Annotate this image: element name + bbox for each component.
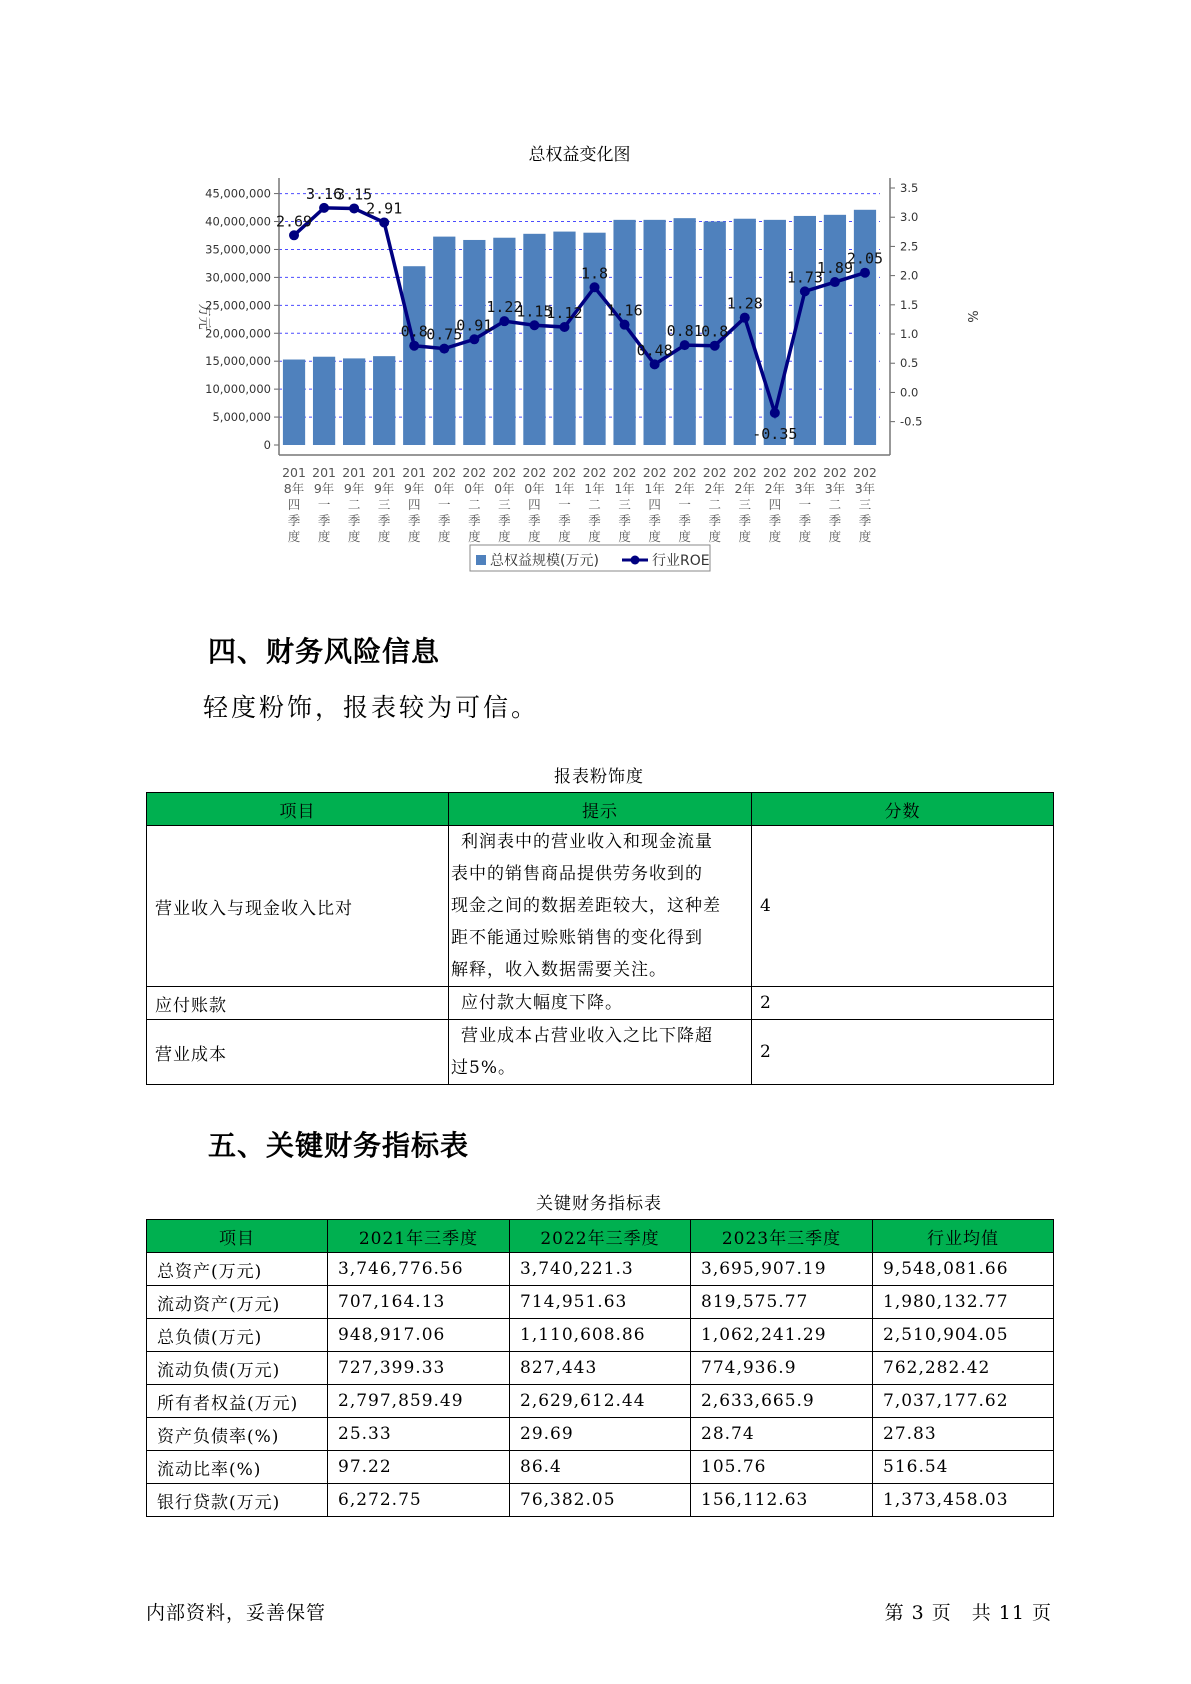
risk-score-cell: 4 [752, 826, 1054, 987]
x-category-label: 度 [738, 529, 752, 544]
x-category-label: 季 [708, 513, 721, 528]
x-category-label: 度 [347, 529, 361, 544]
x-category-label: 201 [372, 465, 397, 480]
x-category-label: 202 [582, 465, 607, 480]
x-category-label: 二 [347, 497, 361, 512]
roe-data-label: 2.05 [846, 249, 884, 268]
risk-tip-line: 应付款大幅度下降。 [461, 993, 623, 1013]
roe-data-label: 2.91 [366, 199, 403, 218]
x-category-label: 季 [648, 513, 661, 528]
kfi-2023q3-cell: 156,112.63 [691, 1484, 873, 1517]
y-tick-label: 40,000,000 [205, 214, 271, 229]
kfi-industry-avg-cell: 1,980,132.77 [873, 1286, 1054, 1319]
risk-item-cell: 营业成本 [147, 1020, 449, 1085]
kfi-table-row [147, 1451, 1054, 1484]
roe-point [289, 230, 299, 240]
risk-tip-line: 现金之间的数据差距较大，这种差 [451, 896, 721, 916]
bar [644, 220, 666, 445]
x-category-label: 3年 [854, 481, 876, 496]
y2-tick-label: -0.5 [900, 414, 923, 429]
roe-point [439, 344, 449, 354]
x-category-label: 二 [588, 497, 601, 512]
kfi-item-cell: 总资产(万元) [147, 1253, 328, 1286]
kfi-header-2022q3: 2022年三季度 [510, 1220, 691, 1253]
x-category-label: 四 [407, 497, 421, 512]
kfi-2022q3-cell: 2,629,612.44 [510, 1385, 691, 1418]
x-category-label: 202 [552, 465, 577, 480]
x-category-label: 度 [317, 529, 331, 544]
roe-data-label: 1.73 [786, 268, 823, 287]
y2-tick-label: 2.5 [900, 239, 919, 254]
kfi-2021q3-cell: 948,917.06 [328, 1319, 510, 1352]
roe-point [499, 316, 509, 326]
x-category-label: 季 [738, 513, 752, 528]
x-category-label: 202 [853, 465, 877, 480]
roe-point [680, 340, 690, 350]
x-category-label: 季 [468, 513, 481, 528]
kfi-2023q3-cell: 3,695,907.19 [691, 1253, 873, 1286]
roe-data-label: 2.69 [275, 212, 313, 231]
kfi-2023q3-cell: 1,062,241.29 [691, 1319, 873, 1352]
x-category-label: 3年 [794, 481, 816, 496]
x-category-label: 1年 [644, 481, 665, 496]
x-category-label: 季 [678, 513, 691, 528]
y-tick-label: 15,000,000 [205, 354, 271, 369]
roe-data-label: 0.75 [426, 325, 463, 344]
risk-tip-line: 利润表中的营业收入和现金流量 [461, 832, 713, 852]
x-category-label: 季 [407, 513, 421, 528]
kfi-table-row [147, 1385, 1054, 1418]
roe-data-label: 0.81 [666, 322, 703, 341]
roe-point [319, 203, 329, 213]
x-category-label: 度 [528, 529, 541, 544]
risk-table-caption: 报表粉饰度 [554, 767, 644, 787]
legend-line-label: 行业ROE [652, 553, 710, 569]
y2-tick-label: 3.0 [900, 210, 919, 225]
y2-tick-label: 0.5 [900, 356, 919, 371]
y-tick-label: 30,000,000 [205, 270, 271, 285]
x-category-label: 1年 [614, 481, 635, 496]
x-category-label: 度 [377, 529, 391, 544]
x-category-label: 季 [528, 513, 541, 528]
bar [403, 266, 425, 445]
kfi-2021q3-cell: 727,399.33 [328, 1352, 510, 1385]
x-category-label: 季 [768, 513, 782, 528]
x-category-label: 度 [498, 529, 511, 544]
roe-data-label: 1.89 [816, 259, 853, 278]
x-category-label: 2年 [704, 481, 725, 496]
x-category-label: 9年 [313, 481, 335, 496]
risk-tip-cell [449, 987, 752, 1020]
kfi-header-2023q3: 2023年三季度 [691, 1220, 873, 1253]
x-category-label: 三 [858, 497, 872, 512]
legend-line-marker [631, 556, 640, 565]
kfi-table-row [147, 1319, 1054, 1352]
kfi-table-row [147, 1484, 1054, 1517]
x-category-label: 9年 [403, 481, 425, 496]
kfi-item-cell: 流动资产(万元) [147, 1286, 328, 1319]
x-category-label: 度 [798, 529, 812, 544]
kfi-2022q3-cell: 714,951.63 [510, 1286, 691, 1319]
x-category-label: 度 [648, 529, 661, 544]
roe-data-label: 0.91 [456, 316, 493, 335]
x-category-label: 201 [312, 465, 337, 480]
kfi-table-row [147, 1286, 1054, 1319]
kfi-2021q3-cell: 97.22 [328, 1451, 510, 1484]
roe-point [620, 320, 630, 330]
x-category-label: 度 [407, 529, 421, 544]
y2-tick-label: 3.5 [900, 181, 919, 195]
legend-bar-label: 总权益规模(万元) [490, 553, 599, 569]
x-category-label: 度 [828, 529, 842, 544]
kfi-table-row [147, 1253, 1054, 1286]
roe-point [590, 282, 600, 292]
x-category-label: 度 [858, 529, 872, 544]
x-category-label: 1年 [554, 481, 575, 496]
x-category-label: 度 [287, 529, 301, 544]
roe-data-label: -0.35 [752, 424, 798, 443]
x-category-label: 202 [492, 465, 517, 480]
roe-point [529, 320, 539, 330]
x-category-label: 二 [708, 497, 721, 512]
risk-score-cell: 2 [752, 1020, 1054, 1085]
kfi-2023q3-cell: 105.76 [691, 1451, 873, 1484]
bar [824, 215, 846, 445]
bar [794, 216, 816, 445]
risk-item-cell: 应付账款 [147, 987, 449, 1020]
kfi-item-cell: 总负债(万元) [147, 1319, 328, 1352]
y-tick-label: 5,000,000 [212, 410, 271, 425]
x-category-label: 1年 [584, 481, 605, 496]
legend-bar-swatch [476, 555, 486, 565]
x-category-label: 202 [642, 465, 667, 480]
chart-title: 总权益变化图 [528, 145, 631, 165]
bar [553, 232, 575, 445]
roe-data-label: 1.22 [486, 298, 523, 317]
kfi-2022q3-cell: 3,740,221.3 [510, 1253, 691, 1286]
kfi-industry-avg-cell: 762,282.42 [873, 1352, 1054, 1385]
roe-point [770, 408, 780, 418]
kfi-2023q3-cell: 2,633,665.9 [691, 1385, 873, 1418]
risk-tip-line: 距不能通过赊账销售的变化得到 [451, 928, 703, 948]
roe-data-label: 0.48 [636, 341, 673, 360]
roe-data-label: 3.16 [306, 184, 343, 203]
x-category-label: 季 [317, 513, 331, 528]
x-category-label: 一 [678, 497, 691, 512]
x-category-label: 202 [792, 465, 817, 480]
x-category-label: 202 [702, 465, 727, 480]
equity-chart-svg [170, 140, 1010, 600]
section4-heading: 四、财务风险信息 [208, 635, 441, 668]
risk-table-header-row [147, 793, 1054, 826]
x-category-label: 0年 [494, 481, 515, 496]
x-category-label: 202 [822, 465, 847, 480]
bar [313, 357, 335, 445]
risk-tip-cell [449, 1020, 752, 1085]
risk-header-tip: 提示 [449, 793, 752, 826]
kfi-2023q3-cell: 819,575.77 [691, 1286, 873, 1319]
kfi-2021q3-cell: 25.33 [328, 1418, 510, 1451]
kfi-header-2021q3: 2021年三季度 [328, 1220, 510, 1253]
y2-axis-title: % [964, 310, 979, 323]
x-category-label: 度 [708, 529, 721, 544]
kfi-2022q3-cell: 827,443 [510, 1352, 691, 1385]
risk-table-row [147, 987, 1054, 1020]
kfi-item-cell: 资产负债率(%) [147, 1418, 328, 1451]
kfi-2021q3-cell: 6,272.75 [328, 1484, 510, 1517]
kfi-2023q3-cell: 28.74 [691, 1418, 873, 1451]
x-category-label: 季 [498, 513, 511, 528]
x-category-label: 度 [468, 529, 481, 544]
x-category-label: 季 [438, 513, 451, 528]
risk-tip-line: 表中的销售商品提供劳务收到的 [451, 864, 703, 884]
kfi-2022q3-cell: 86.4 [510, 1451, 691, 1484]
x-category-label: 0年 [434, 481, 455, 496]
kfi-2023q3-cell: 774,936.9 [691, 1352, 873, 1385]
x-category-label: 0年 [464, 481, 485, 496]
x-category-label: 一 [317, 497, 331, 512]
y-tick-label: 25,000,000 [205, 298, 271, 313]
y-tick-label: 10,000,000 [205, 382, 271, 397]
kfi-item-cell: 流动比率(%) [147, 1451, 328, 1484]
kfi-header-row [147, 1220, 1054, 1253]
kfi-header-item: 项目 [147, 1220, 328, 1253]
x-category-label: 季 [858, 513, 872, 528]
x-category-label: 度 [768, 529, 782, 544]
x-category-label: 9年 [373, 481, 395, 496]
bar [523, 234, 545, 445]
risk-item-cell: 营业收入与现金收入比对 [147, 826, 449, 987]
x-category-label: 202 [732, 465, 757, 480]
risk-header-score: 分数 [752, 793, 1054, 826]
roe-data-label: 3.15 [336, 185, 373, 204]
x-category-label: 201 [342, 465, 367, 480]
y-tick-label: 35,000,000 [205, 242, 271, 257]
risk-header-item: 项目 [147, 793, 449, 826]
roe-point [559, 322, 569, 332]
x-category-label: 202 [462, 465, 487, 480]
x-category-label: 度 [588, 529, 601, 544]
kfi-industry-avg-cell: 27.83 [873, 1418, 1054, 1451]
bar [734, 219, 756, 445]
x-category-label: 三 [377, 497, 391, 512]
x-category-label: 202 [672, 465, 697, 480]
bar [283, 360, 305, 445]
bar [493, 238, 515, 445]
x-category-label: 度 [438, 529, 451, 544]
key-financial-indicators-table [146, 1219, 1054, 1517]
x-category-label: 三 [618, 497, 631, 512]
x-category-label: 3年 [824, 481, 846, 496]
x-category-label: 季 [618, 513, 631, 528]
x-category-label: 三 [498, 497, 511, 512]
kfi-header-industry-avg: 行业均值 [873, 1220, 1054, 1253]
x-category-label: 季 [798, 513, 812, 528]
kfi-2021q3-cell: 707,164.13 [328, 1286, 510, 1319]
y2-tick-label: 2.0 [900, 268, 919, 283]
x-category-label: 四 [287, 497, 301, 512]
x-category-label: 季 [377, 513, 391, 528]
roe-point [800, 286, 810, 296]
x-category-label: 季 [558, 513, 571, 528]
risk-table-row [147, 826, 1054, 987]
x-category-label: 一 [558, 497, 571, 512]
x-category-label: 一 [438, 497, 451, 512]
x-category-label: 202 [612, 465, 637, 480]
roe-point [349, 203, 359, 213]
x-category-label: 202 [522, 465, 547, 480]
x-category-label: 度 [678, 529, 691, 544]
y-tick-label: 0 [263, 438, 271, 452]
kfi-industry-avg-cell: 2,510,904.05 [873, 1319, 1054, 1352]
kfi-2021q3-cell: 2,797,859.49 [328, 1385, 510, 1418]
kfi-2021q3-cell: 3,746,776.56 [328, 1253, 510, 1286]
kfi-table-row [147, 1352, 1054, 1385]
x-category-label: 三 [738, 497, 752, 512]
roe-point [710, 341, 720, 351]
kfi-item-cell: 所有者权益(万元) [147, 1385, 328, 1418]
x-category-label: 季 [588, 513, 601, 528]
risk-score-cell: 2 [752, 987, 1054, 1020]
roe-data-label: 1.15 [516, 302, 553, 321]
roe-data-label: 1.8 [580, 264, 609, 283]
footer-confidential: 内部资料，妥善保管 [146, 1602, 327, 1624]
risk-tip-cell [449, 826, 752, 987]
x-category-label: 四 [768, 497, 782, 512]
x-category-label: 9年 [343, 481, 365, 496]
roe-point [740, 313, 750, 323]
x-category-label: 8年 [283, 481, 305, 496]
x-category-label: 季 [828, 513, 842, 528]
x-category-label: 四 [648, 497, 661, 512]
section4-summary: 轻度粉饰，报表较为可信。 [203, 693, 540, 722]
roe-data-label: 0.8 [400, 322, 428, 341]
roe-data-label: 1.12 [546, 304, 583, 323]
kfi-industry-avg-cell: 9,548,081.66 [873, 1253, 1054, 1286]
risk-tip-line: 营业成本占营业收入之比下降超 [461, 1026, 713, 1046]
x-category-label: 2年 [734, 481, 756, 496]
roe-data-label: 0.8 [701, 322, 729, 341]
kfi-table-row [147, 1418, 1054, 1451]
section5-heading: 五、关键财务指标表 [208, 1129, 470, 1162]
x-category-label: 季 [347, 513, 361, 528]
x-category-label: 一 [798, 497, 812, 512]
roe-point [409, 341, 419, 351]
x-category-label: 二 [828, 497, 842, 512]
x-category-label: 四 [528, 497, 541, 512]
bar [373, 356, 395, 445]
x-category-label: 201 [402, 465, 427, 480]
kfi-item-cell: 银行贷款(万元) [147, 1484, 328, 1517]
x-category-label: 度 [558, 529, 571, 544]
roe-point [860, 268, 870, 278]
roe-point [469, 334, 479, 344]
kfi-2022q3-cell: 29.69 [510, 1418, 691, 1451]
bar [854, 210, 876, 445]
y2-tick-label: 1.5 [900, 297, 919, 312]
x-category-label: 0年 [524, 481, 545, 496]
y2-tick-label: 1.0 [900, 327, 919, 342]
roe-point [650, 359, 660, 369]
kfi-table-caption: 关键财务指标表 [536, 1194, 662, 1214]
roe-data-label: 1.28 [726, 294, 763, 313]
x-category-label: 二 [468, 497, 481, 512]
bar [343, 358, 365, 445]
y2-tick-label: 0.0 [900, 385, 919, 400]
footer-page-number: 第 3 页 共 11 页 [884, 1602, 1052, 1624]
roe-point [379, 217, 389, 227]
x-category-label: 2年 [674, 481, 695, 496]
x-category-label: 2年 [764, 481, 786, 496]
x-category-label: 度 [618, 529, 631, 544]
x-category-label: 202 [432, 465, 457, 480]
x-category-label: 201 [282, 465, 306, 480]
x-category-label: 202 [762, 465, 787, 480]
kfi-2022q3-cell: 1,110,608.86 [510, 1319, 691, 1352]
equity-chart [170, 140, 1010, 600]
roe-data-label: 1.16 [606, 301, 643, 320]
roe-point [830, 277, 840, 287]
risk-tip-line: 过5%。 [451, 1058, 516, 1078]
kfi-industry-avg-cell: 7,037,177.62 [873, 1385, 1054, 1418]
risk-tip-line: 解释，收入数据需要关注。 [451, 960, 667, 980]
y-tick-label: 45,000,000 [205, 186, 271, 201]
x-category-label: 季 [287, 513, 301, 528]
kfi-2022q3-cell: 76,382.05 [510, 1484, 691, 1517]
kfi-item-cell: 流动负债(万元) [147, 1352, 328, 1385]
y-tick-label: 20,000,000 [205, 326, 271, 341]
kfi-industry-avg-cell: 516.54 [873, 1451, 1054, 1484]
risk-table [146, 792, 1054, 1085]
risk-table-row [147, 1020, 1054, 1085]
kfi-industry-avg-cell: 1,373,458.03 [873, 1484, 1054, 1517]
y-axis-title: 万元 [196, 303, 211, 330]
